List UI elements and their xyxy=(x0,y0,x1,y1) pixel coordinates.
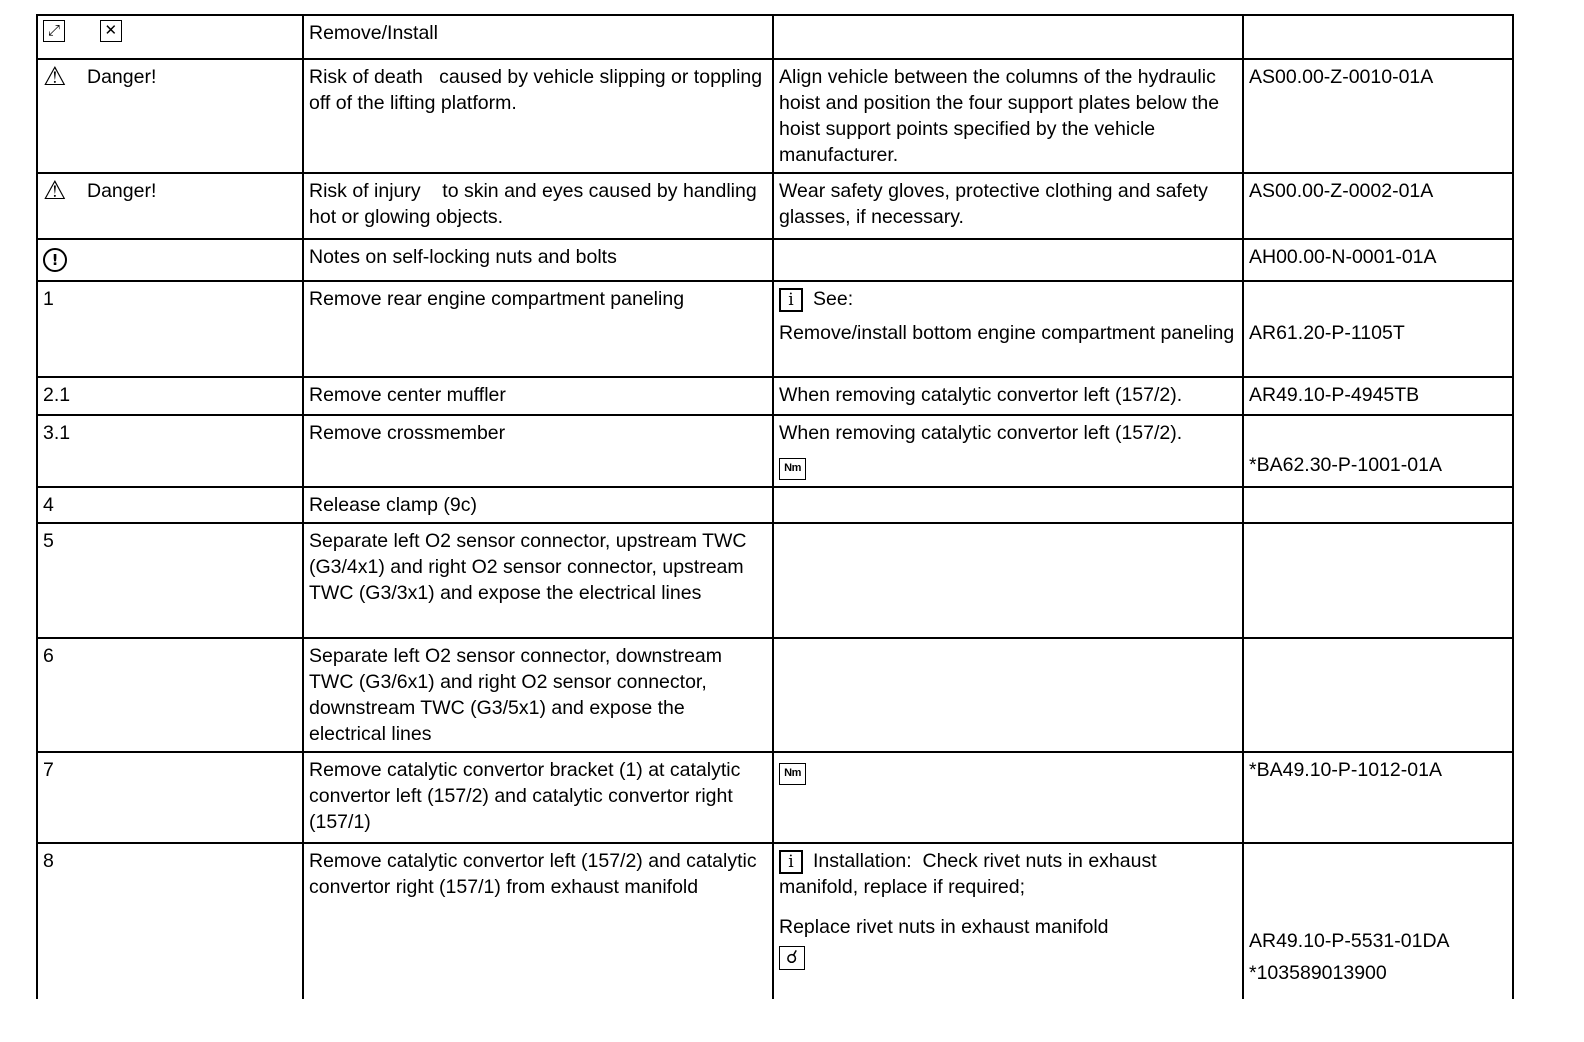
see-label: See: xyxy=(813,288,854,310)
step-note xyxy=(773,752,1243,843)
danger-reference-link[interactable]: AS00.00-Z-0002-01A xyxy=(1243,173,1513,239)
step-description: Separate left O2 sensor connector, upstream TWC (G3/4x1) and right O2 sensor connector, upstream TWC (G3/3x1) and expose the electrical lines xyxy=(303,523,773,638)
step-note xyxy=(773,487,1243,523)
procedure-table xyxy=(36,14,1514,999)
step-note xyxy=(773,281,1243,377)
danger-description: Risk of death caused by vehicle slipping or toppling off of the lifting platform. xyxy=(303,59,773,173)
step-description: Remove rear engine compartment paneling xyxy=(303,281,773,377)
step-note: When removing catalytic convertor left (157/2). Nm xyxy=(773,415,1243,487)
info-icon: i xyxy=(779,288,803,312)
step-reference-cell xyxy=(1243,843,1513,999)
self-locking-description: Notes on self-locking nuts and bolts xyxy=(303,239,773,281)
collapse-icon[interactable]: ✕ xyxy=(100,20,122,42)
torque-nm-icon[interactable]: Nm xyxy=(779,763,806,785)
view-controls-cell xyxy=(37,15,303,59)
step-reference-link[interactable]: *BA62.30-P-1001-01A xyxy=(1243,415,1513,487)
table-row-step-6 xyxy=(37,638,1513,752)
step-number: 6 xyxy=(37,638,303,752)
table-row-header xyxy=(37,15,1513,59)
step-reference-link[interactable]: *BA49.10-P-1012-01A xyxy=(1243,752,1513,843)
replace-rivet-nuts-link[interactable]: Replace rivet nuts in exhaust manifold xyxy=(779,916,1109,938)
step-description: Remove center muffler xyxy=(303,377,773,415)
step-reference xyxy=(1243,523,1513,638)
step-number: 4 xyxy=(37,487,303,523)
header-step-label: Remove/Install xyxy=(303,15,773,59)
danger-note: Wear safety gloves, protective clothing and safety glasses, if necessary. xyxy=(773,173,1243,239)
special-tool-icon[interactable]: ☌ xyxy=(779,946,805,970)
danger-label-cell xyxy=(37,59,303,173)
step-number: 2.1 xyxy=(37,377,303,415)
installation-label: Installation: xyxy=(813,850,912,872)
step-description: Release clamp (9c) xyxy=(303,487,773,523)
danger-label-cell xyxy=(37,173,303,239)
step-note xyxy=(773,638,1243,752)
danger-label: Danger! xyxy=(87,66,157,88)
step-note: When removing catalytic convertor left (157/2). xyxy=(773,377,1243,415)
step-number: 3.1 xyxy=(37,415,303,487)
table-row-step-5 xyxy=(37,523,1513,638)
installation-text: Check rivet nuts in exhaust manifold, replace if required; xyxy=(779,850,1157,898)
step-number: 7 xyxy=(37,752,303,843)
tool-reference-link[interactable]: *103589013900 xyxy=(1249,962,1387,984)
expand-icon[interactable]: ⤢ xyxy=(43,20,65,42)
step-reference xyxy=(1243,638,1513,752)
step-number: 1 xyxy=(37,281,303,377)
table-row-step-7 xyxy=(37,752,1513,843)
step-number: 5 xyxy=(37,523,303,638)
danger-note: Align vehicle between the columns of the hydraulic hoist and position the four support plates below the hoist support points specified by the vehicle manufacturer. xyxy=(773,59,1243,173)
step-description: Separate left O2 sensor connector, downstream TWC (G3/6x1) and right O2 sensor connector, downstream TWC (G3/5x1) and expose the electrical lines xyxy=(303,638,773,752)
table-row-step-3-1 xyxy=(37,415,1513,487)
step-description: Remove catalytic convertor bracket (1) at catalytic convertor left (157/2) and catalytic convertor right (157/1) xyxy=(303,752,773,843)
danger-description: Risk of injury to skin and eyes caused by handling hot or glowing objects. xyxy=(303,173,773,239)
step-description: Remove crossmember xyxy=(303,415,773,487)
see-link[interactable]: Remove/install bottom engine compartment paneling xyxy=(779,322,1235,344)
step-reference-link[interactable]: AR49.10-P-4945TB xyxy=(1243,377,1513,415)
step-reference xyxy=(1243,487,1513,523)
step-reference-link[interactable]: AR49.10-P-5531-01DA xyxy=(1249,930,1450,952)
step-description: Remove catalytic convertor left (157/2) and catalytic convertor right (157/1) from exhaust manifold xyxy=(303,843,773,999)
table-row-danger-2 xyxy=(37,173,1513,239)
danger-reference-link[interactable]: AS00.00-Z-0010-01A xyxy=(1243,59,1513,173)
danger-label: Danger! xyxy=(87,180,157,202)
header-ref-cell xyxy=(1243,15,1513,59)
table-row-step-2-1 xyxy=(37,377,1513,415)
step-note xyxy=(773,523,1243,638)
step-number: 8 xyxy=(37,843,303,999)
self-locking-reference-link[interactable]: AH00.00-N-0001-01A xyxy=(1243,239,1513,281)
torque-nm-icon[interactable]: Nm xyxy=(779,458,806,480)
step-reference-link[interactable]: AR61.20-P-1105T xyxy=(1243,281,1513,377)
warning-triangle-icon: ⚠ xyxy=(43,62,67,92)
warning-triangle-icon: ⚠ xyxy=(43,176,67,206)
note-icon-cell xyxy=(37,239,303,281)
table-row-step-1 xyxy=(37,281,1513,377)
info-icon: i xyxy=(779,850,803,874)
table-row-step-8 xyxy=(37,843,1513,999)
step-note xyxy=(773,843,1243,999)
header-note-cell xyxy=(773,15,1243,59)
self-locking-note-icon: ! xyxy=(43,248,67,272)
self-locking-note-cell xyxy=(773,239,1243,281)
table-row-step-4 xyxy=(37,487,1513,523)
table-row-self-locking xyxy=(37,239,1513,281)
table-row-danger-1 xyxy=(37,59,1513,173)
